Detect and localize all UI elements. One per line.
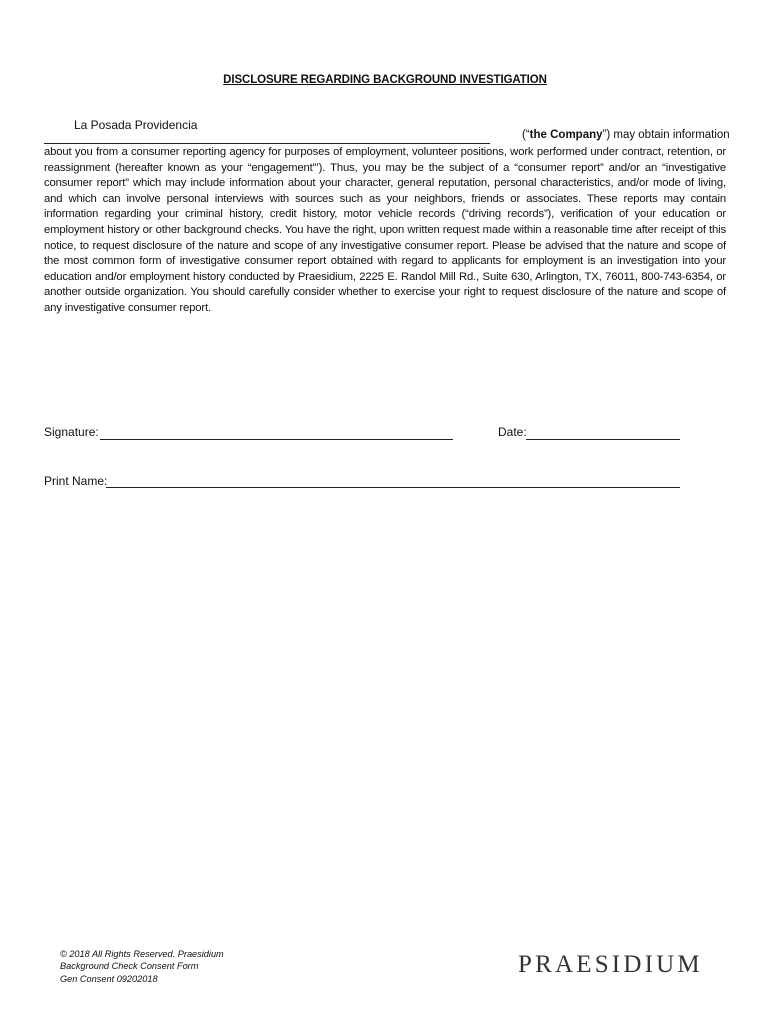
praesidium-logo: PRAESIDIUM: [518, 951, 703, 978]
print-name-label: Print Name:: [44, 474, 108, 488]
company-clause-close: ”) may obtain information: [602, 129, 730, 141]
company-name-field[interactable]: La Posada Providencia: [74, 118, 198, 132]
company-name-line: [44, 143, 490, 144]
company-clause-open: (“: [522, 129, 530, 141]
date-label: Date:: [498, 425, 527, 439]
document-title: DISCLOSURE REGARDING BACKGROUND INVESTIGATION: [223, 74, 547, 86]
footer-form-code: Gen Consent 09202018: [60, 973, 158, 984]
footer-copyright: © 2018 All Rights Reserved. Praesidium: [60, 949, 224, 959]
print-name-field[interactable]: [106, 487, 680, 488]
signature-label: Signature:: [44, 425, 99, 439]
footer-notes: [60, 948, 224, 985]
date-field[interactable]: [526, 439, 680, 440]
company-clause: [522, 129, 730, 141]
company-clause-bold: the Company: [529, 129, 603, 141]
footer-form-name: Background Check Consent Form: [60, 961, 199, 972]
disclosure-body: about you from a consumer reporting agency for purposes of employment, volunteer positions, work performed under contract, retention, or reassignment (hereafter known as your “engagement”’). Thus, you may be the subject of a “consumer report” and/or an “investigative consumer report” which may include information about your character, general reputation, personal characteristics, and/or mode of living, and which can involve personal interviews with sources such as your neighbors, friends or associates. These reports may contain information regarding your criminal history, credit history, motor vehicle records (“driving records”), verification of your education or employment history or other background checks. You have the right, upon written request made within a reasonable time after receipt of this notice, to request disclosure of the nature and scope of any investigative consumer report. Please be advised that the nature and scope of the most common form of investigative consumer report obtained with regard to applicants for employment is an investigation into your education and/or employment history conducted by Praesidium, 2225 E. Randol Mill Rd., Suite 630, Arlington, TX, 76011, 800-743-6354, or another outside organization. You should carefully consider whether to exercise your right to request disclosure of the nature and scope of any investigative consumer report.: [44, 146, 726, 314]
signature-field[interactable]: [100, 439, 453, 440]
